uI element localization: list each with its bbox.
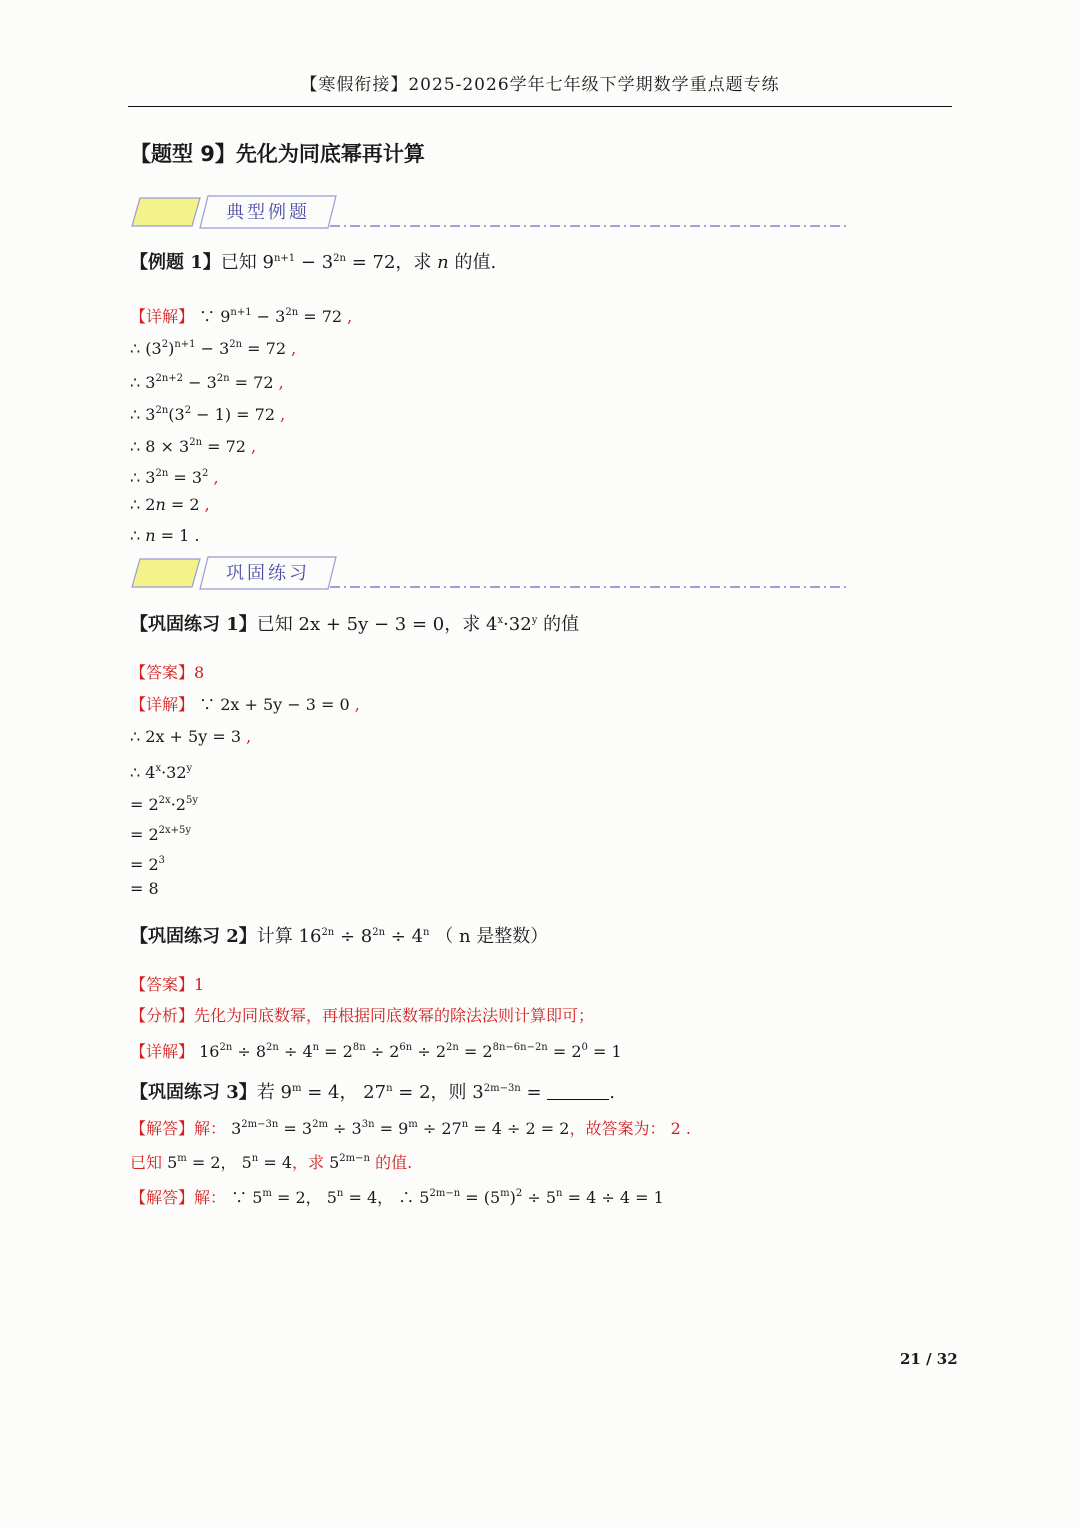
- practice2-analysis: [130, 1005, 594, 1027]
- practice3-extra-question: 已知 $5^m = 2$， $5^n = 4$，求 $5^{2m-n}$ 的值.: [130, 1153, 413, 1172]
- example1-text3: 的值.: [454, 252, 497, 273]
- practice1-step-5: = $2^{2x+5y}$: [130, 825, 192, 844]
- practice1-equation: 2x + 5y − 3 = 0: [298, 614, 445, 635]
- answer-blank[interactable]: [547, 1085, 609, 1100]
- practice-banner-label: 巩固练习: [226, 563, 310, 584]
- practice2-label: 【巩固练习 2】: [130, 926, 257, 947]
- answer-value: 8: [194, 663, 205, 682]
- example1-step-6: ∴ $3^{2n} = 3^2$ ,: [130, 468, 219, 487]
- answer-tag: 【答案】: [130, 663, 195, 682]
- practice3-answer: 【解答】解： $3^{2m-3n} = 3^{2m} \div 3^{3n} = 9^m \div 27^n = 4 \div 2 = 2$，故答案为： 2 .: [130, 1119, 691, 1138]
- answer-intro: 解：: [194, 1188, 227, 1207]
- extra-text3: 的值.: [375, 1153, 413, 1172]
- answer-value: 1: [194, 975, 205, 994]
- example-banner: [130, 192, 850, 232]
- answer-value: 2: [670, 1119, 681, 1138]
- answer-tag: 【解答】: [130, 1119, 195, 1138]
- practice1-step-4: = $2^{2x}\cdot 2^{5y}$: [130, 795, 198, 814]
- page-number: 21 / 32: [900, 1350, 958, 1368]
- answer-tag: 【解答】: [130, 1188, 195, 1207]
- example1-text: 已知: [220, 252, 257, 273]
- extra-text: 已知: [130, 1153, 163, 1172]
- practice1-answer: [130, 662, 204, 684]
- answer-intro: 解：: [194, 1119, 227, 1138]
- answer-tail: ，故答案为：: [569, 1119, 666, 1138]
- solution-tag: 【详解】: [130, 1042, 195, 1061]
- extra-text2: ，求: [292, 1153, 325, 1172]
- practice1-text3: 的值: [543, 614, 580, 635]
- practice1-question: 【巩固练习 1】已知 2x + 5y − 3 = 0，求 $4^x\cdot 32^y$ 的值: [130, 614, 580, 635]
- example1-step-4: ∴ $3^{2n}(3^2 - 1) = 72$ ,: [130, 405, 286, 424]
- example1-step-7: ∴ 2n = 2 ,: [130, 495, 210, 514]
- practice-banner: [130, 553, 850, 593]
- example1-step-3: ∴ $3^{2n+2} - 3^{2n} = 72$ ,: [130, 373, 284, 392]
- example1-label: 【例题 1】: [130, 252, 221, 273]
- practice2-answer: [130, 974, 204, 996]
- practice1-text2: ，求: [444, 614, 481, 635]
- example-banner-label: 典型例题: [226, 202, 310, 223]
- example1-text2: ，求: [395, 252, 432, 273]
- practice1-step-6: = $2^3$: [130, 855, 166, 874]
- answer-tag: 【答案】: [130, 975, 195, 994]
- practice1-text: 已知: [256, 614, 293, 635]
- example1-step-8: ∴ n = 1 .: [130, 526, 200, 545]
- practice2-text: 计算: [256, 926, 293, 947]
- practice1-step-7: = 8: [130, 879, 159, 898]
- section-title: 【题型 9】先化为同底幂再计算: [130, 142, 425, 166]
- page-header: 【寒假衔接】2025-2026学年七年级下学期数学重点题专练: [300, 75, 780, 95]
- practice3-text2: ，则: [430, 1082, 467, 1103]
- example1-var: n: [437, 252, 449, 273]
- solution-tag: 【详解】: [130, 307, 195, 326]
- example1-step-2: ∴ $(3^2)^{n+1} - 3^{2n} = 72$ ,: [130, 339, 297, 358]
- practice1-step-3: ∴ $4^x\cdot 32^y$: [130, 763, 193, 782]
- practice2-question: 【巩固练习 2】计算 $16^{2n} \div 8^{2n} \div 4^n$ （ n 是整数）: [130, 926, 549, 947]
- analysis-text: 先化为同底数幂，再根据同底数幂的除法法则计算即可；: [194, 1006, 595, 1025]
- practice3-question: 【巩固练习 3】若 $9^m = 4$， $27^n = 2$，则 $3^{2m-3n}$ = .: [130, 1082, 616, 1103]
- practice3-extra-answer: 【解答】解： ∵ $5^m = 2$， $5^n = 4$， ∴ $5^{2m-n} = (5^m)^2 \div 5^n = 4 \div 4 = 1$: [130, 1188, 664, 1207]
- example1-step-5: ∴ $8 \times 3^{2n} = 72$ ,: [130, 437, 257, 456]
- practice3-text: 若: [256, 1082, 275, 1103]
- analysis-tag: 【分析】: [130, 1006, 195, 1025]
- practice1-step-1: 【详解】 ∵ 2x + 5y − 3 = 0 ,: [130, 695, 360, 714]
- header-divider: [128, 106, 952, 107]
- practice1-step-2: ∴ 2x + 5y = 3 ,: [130, 727, 252, 746]
- practice3-label: 【巩固练习 3】: [130, 1082, 257, 1103]
- example1-question: 【例题 1】已知 $9^{n+1} - 3^{2n} = 72$，求 n 的值.: [130, 252, 497, 273]
- solution-tag: 【详解】: [130, 695, 195, 714]
- example1-step-1: 【详解】 ∵ $9^{n+1} - 3^{2n} = 72$ ,: [130, 307, 353, 326]
- practice1-label: 【巩固练习 1】: [130, 614, 257, 635]
- practice2-solution: 【详解】 $16^{2n} \div 8^{2n} \div 4^n = 2^{8n} \div 2^{6n} \div 2^{2n} = 2^{8n-6n-2n} = 2^0 = 1$: [130, 1042, 622, 1061]
- practice3-sep: ，: [339, 1082, 358, 1103]
- practice2-note: （ n 是整数）: [435, 926, 549, 947]
